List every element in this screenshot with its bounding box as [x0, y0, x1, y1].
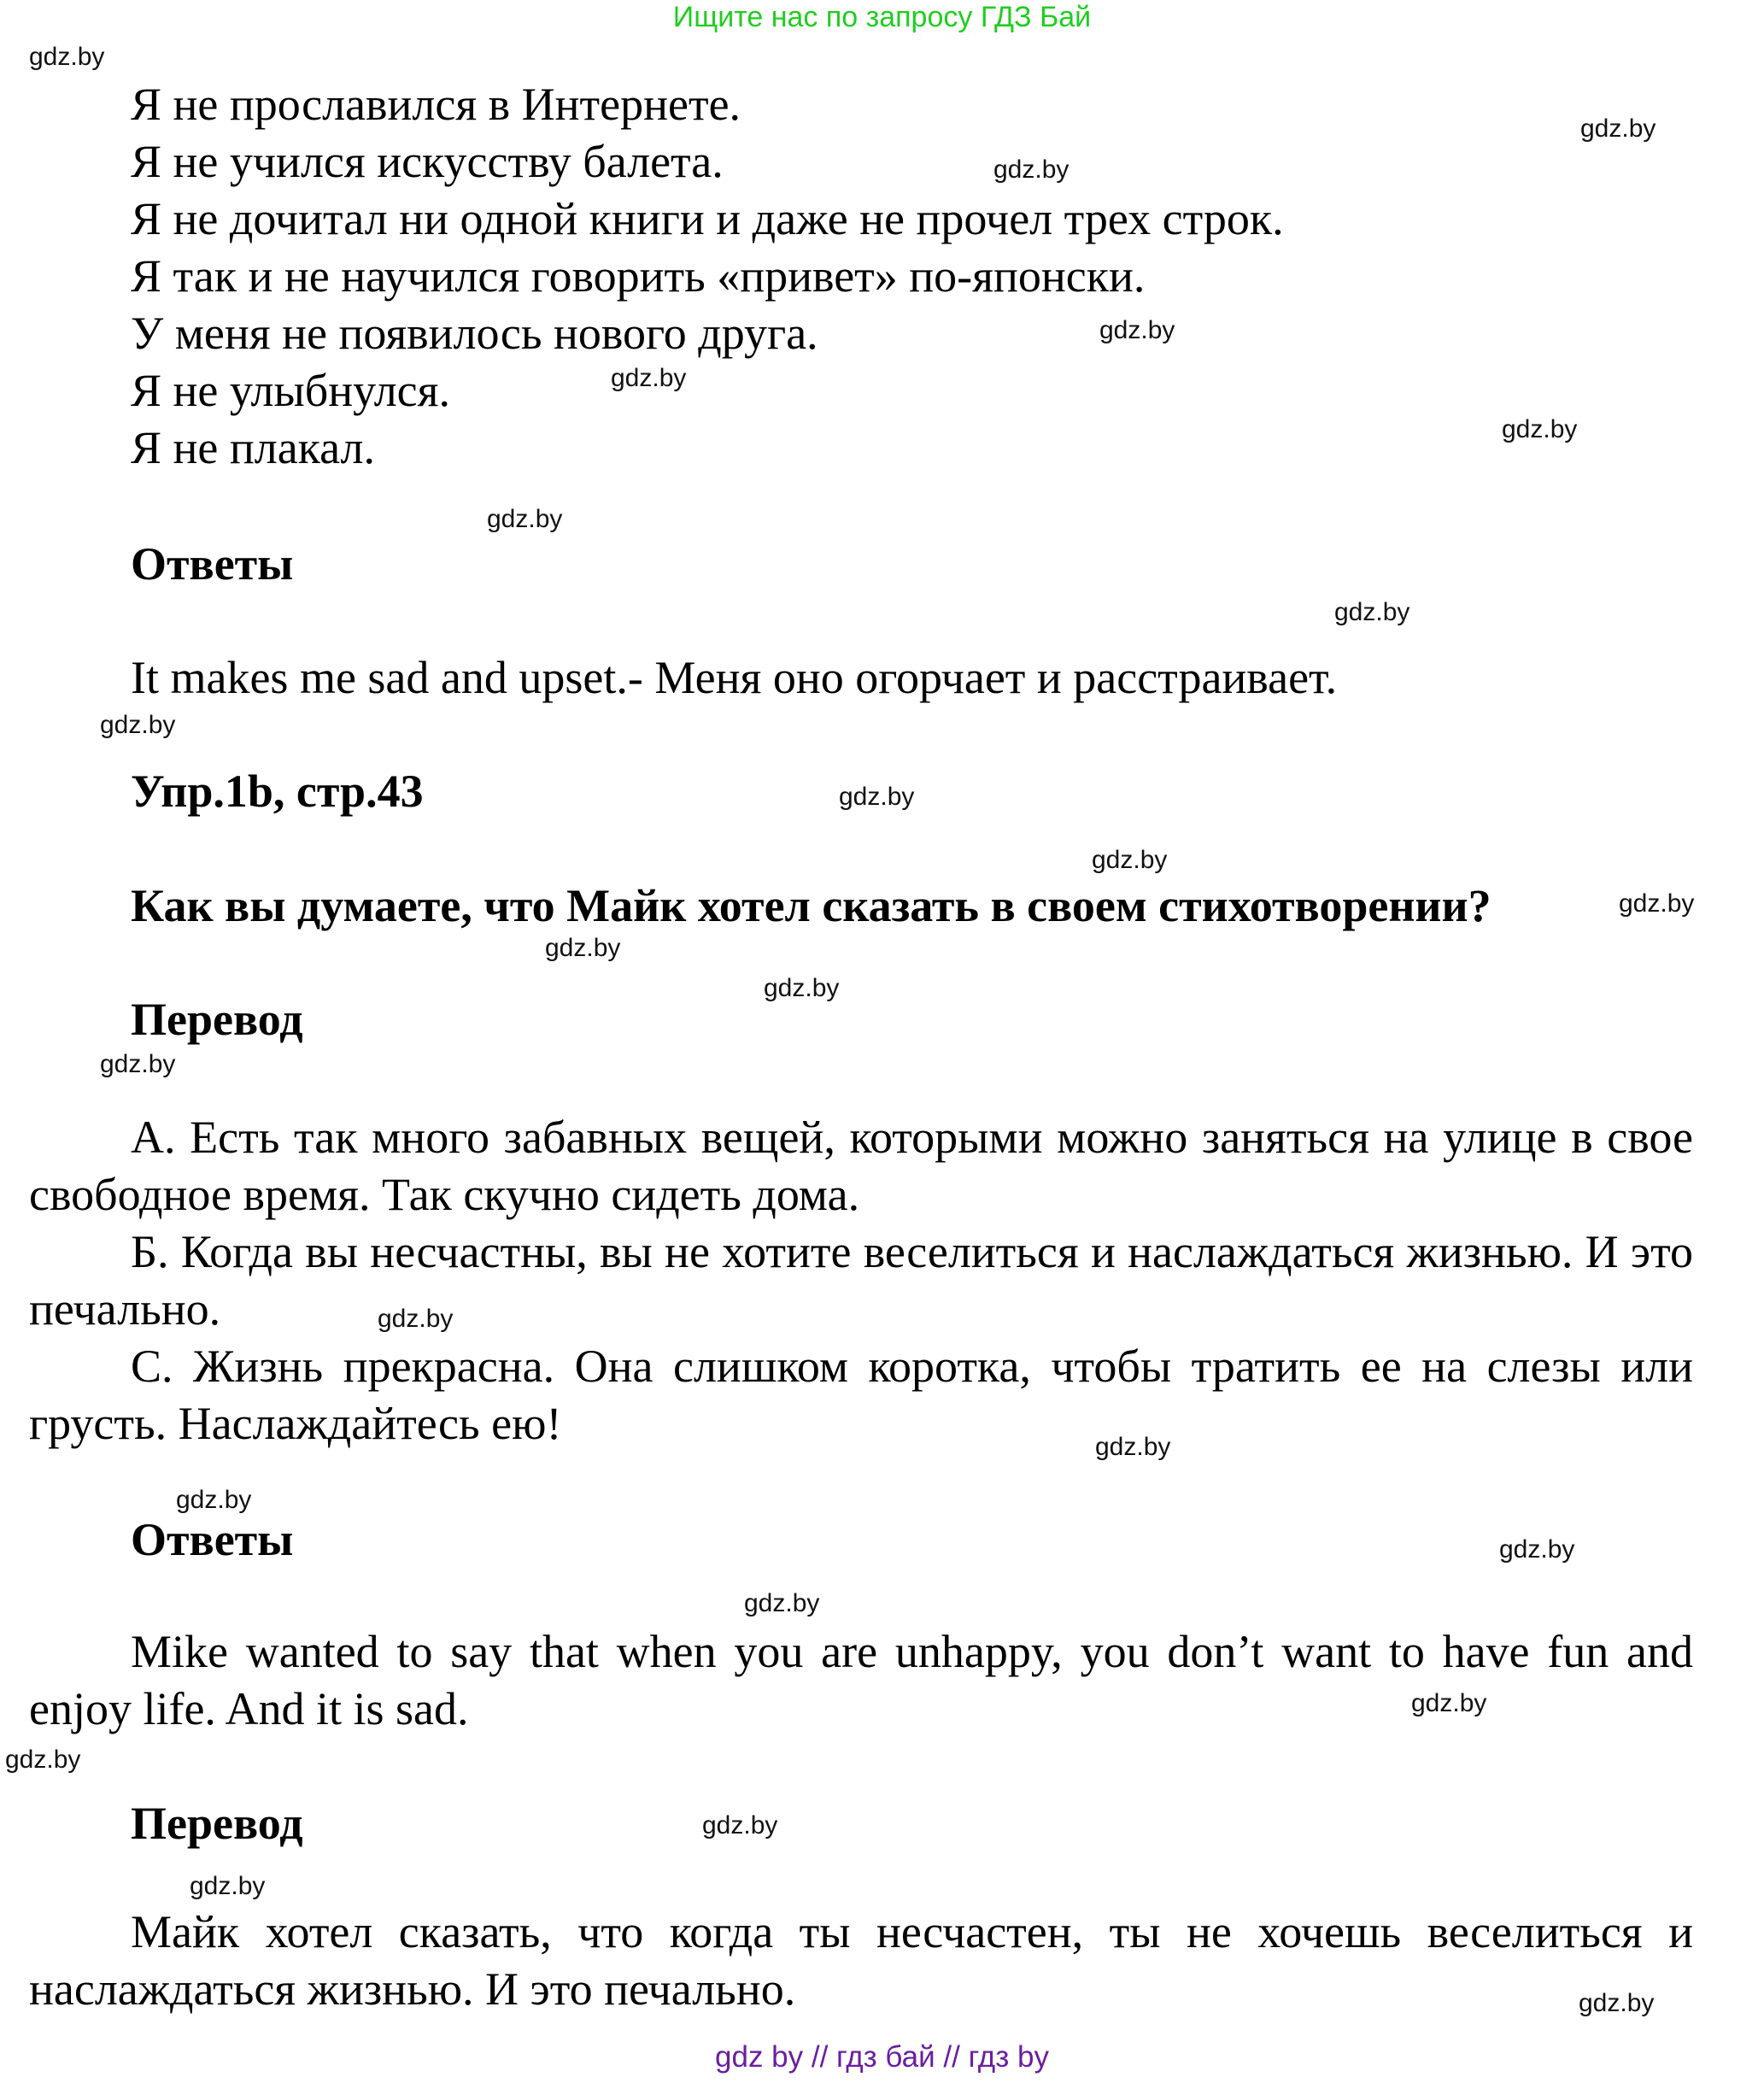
watermark: gdz.by — [1502, 415, 1578, 443]
watermark: gdz.by — [1499, 1535, 1575, 1564]
watermark: gdz.by — [702, 1811, 778, 1839]
poem-line: Я не улыбнулся. — [131, 365, 450, 416]
watermark: gdz.by — [611, 364, 687, 392]
question-text: Как вы думаете, что Майк хотел сказать в своем стихотворении? — [131, 880, 1491, 931]
watermark: gdz.by — [100, 1050, 176, 1078]
translation-heading-2: Перевод — [131, 1798, 303, 1849]
watermark: gdz.by — [1619, 889, 1695, 918]
watermark: gdz.by — [1095, 1433, 1171, 1461]
watermark: gdz.by — [1099, 316, 1175, 344]
answers-heading: Ответы — [131, 538, 294, 590]
watermark: gdz.by — [1411, 1689, 1487, 1717]
option-a: А. Есть так много забавных вещей, которыми можно заняться на улице в свое свободное время. Так скучно сидеть дома. — [29, 1112, 1693, 1220]
watermark: gdz.by — [1580, 114, 1656, 143]
poem-line: Я так и не научился говорить «привет» по-японски. — [131, 250, 1146, 302]
poem-line: Я не учился искусству балета. — [131, 136, 724, 187]
poem-line: У меня не появилось нового друга. — [131, 308, 818, 359]
footer-links: gdz by // гдз бай // гдз by — [715, 2040, 1049, 2074]
watermark: gdz.by — [1334, 598, 1410, 626]
option-b: Б. Когда вы несчастны, вы не хотите веселиться и наслаждаться жизнью. И это печально. — [29, 1226, 1693, 1335]
option-c: С. Жизнь прекрасна. Она слишком коротка, чтобы тратить ее на слезы или грусть. Наслаждайтесь ею! — [29, 1341, 1693, 1449]
answer-text: It makes me sad and upset.- Меня оно огорчает и расстраивает. — [131, 652, 1338, 703]
watermark: gdz.by — [176, 1486, 252, 1514]
watermark: gdz.by — [5, 1746, 81, 1774]
watermark: gdz.by — [487, 505, 563, 533]
watermark: gdz.by — [744, 1589, 820, 1617]
poem-line: Я не плакал. — [131, 422, 376, 473]
watermark: gdz.by — [378, 1305, 454, 1333]
watermark: gdz.by — [545, 934, 621, 962]
watermark: gdz.by — [190, 1872, 266, 1900]
translation-text-2: Майк хотел сказать, что когда ты несчастен, ты не хочешь веселиться и наслаждаться жизнью. И это печально. — [29, 1906, 1693, 2015]
poem-line: Я не прославился в Интернете. — [131, 79, 741, 130]
poem-line: Я не дочитал ни одной книги и даже не прочел трех строк. — [131, 193, 1284, 244]
top-banner: Ищите нас по запросу ГДЗ Бай — [672, 1, 1092, 33]
watermark: gdz.by — [993, 155, 1070, 184]
watermark: gdz.by — [100, 711, 176, 739]
watermark: gdz.by — [1579, 1989, 1655, 2017]
watermark: gdz.by — [1092, 846, 1168, 874]
watermark: gdz.by — [839, 783, 915, 811]
answers-heading-2: Ответы — [131, 1514, 294, 1565]
watermark: gdz.by — [29, 43, 105, 71]
answer-text-2: Mike wanted to say that when you are unhappy, you don’t want to have fun and enjoy life. And it is sad. — [29, 1626, 1693, 1734]
translation-heading: Перевод — [131, 994, 303, 1045]
exercise-title: Упр.1b, стр.43 — [131, 766, 424, 817]
watermark: gdz.by — [764, 974, 840, 1002]
